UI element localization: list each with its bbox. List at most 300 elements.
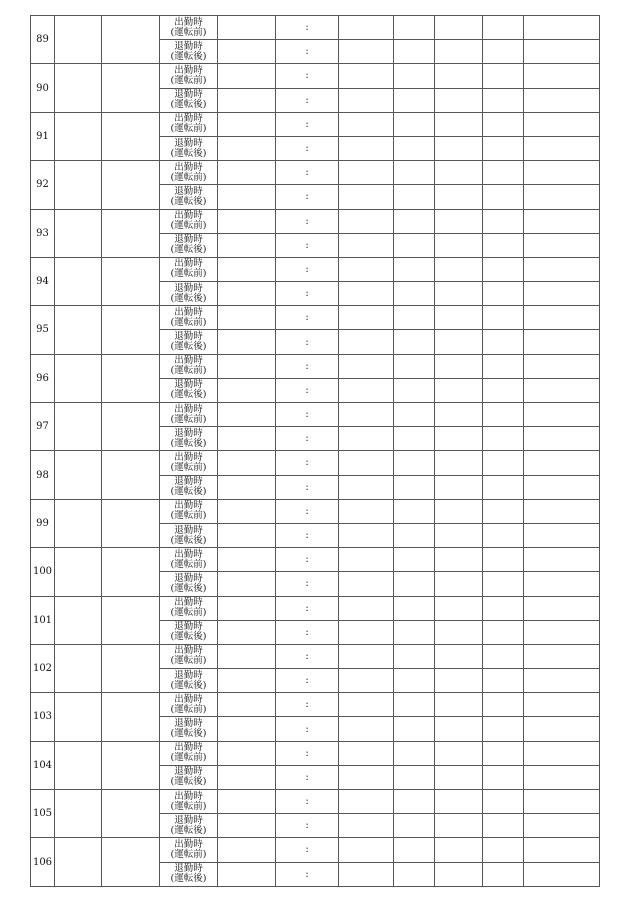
check-method-cell[interactable] <box>218 354 276 378</box>
driver-name-cell[interactable] <box>102 693 160 741</box>
confirmer-cell[interactable] <box>435 838 483 862</box>
check-method-cell[interactable] <box>218 862 276 886</box>
remarks-cell[interactable] <box>524 838 600 862</box>
alcohol-result-cell[interactable] <box>394 257 435 281</box>
detector-use-cell[interactable] <box>339 354 394 378</box>
check-time-cell[interactable]: : <box>276 838 339 862</box>
check-method-cell[interactable] <box>218 306 276 330</box>
instruction-cell[interactable] <box>483 765 524 789</box>
alcohol-result-cell[interactable] <box>394 136 435 160</box>
instruction-cell[interactable] <box>483 669 524 693</box>
alcohol-result-cell[interactable] <box>394 451 435 475</box>
instruction-cell[interactable] <box>483 620 524 644</box>
confirmer-cell[interactable] <box>435 499 483 523</box>
remarks-cell[interactable] <box>524 669 600 693</box>
check-time-cell[interactable]: : <box>276 209 339 233</box>
instruction-cell[interactable] <box>483 717 524 741</box>
alcohol-result-cell[interactable] <box>394 548 435 572</box>
check-method-cell[interactable] <box>218 185 276 209</box>
detector-use-cell[interactable] <box>339 596 394 620</box>
confirmer-cell[interactable] <box>435 16 483 40</box>
confirmer-cell[interactable] <box>435 814 483 838</box>
detector-use-cell[interactable] <box>339 378 394 402</box>
check-time-cell[interactable]: : <box>276 669 339 693</box>
remarks-cell[interactable] <box>524 257 600 281</box>
confirmer-cell[interactable] <box>435 572 483 596</box>
remarks-cell[interactable] <box>524 717 600 741</box>
detector-use-cell[interactable] <box>339 330 394 354</box>
date-cell[interactable] <box>55 548 102 596</box>
instruction-cell[interactable] <box>483 523 524 547</box>
alcohol-result-cell[interactable] <box>394 306 435 330</box>
remarks-cell[interactable] <box>524 741 600 765</box>
alcohol-result-cell[interactable] <box>394 572 435 596</box>
check-method-cell[interactable] <box>218 475 276 499</box>
check-time-cell[interactable]: : <box>276 814 339 838</box>
departure-timing-label <box>160 161 218 185</box>
check-time-cell[interactable]: : <box>276 88 339 112</box>
check-method-cell[interactable] <box>218 669 276 693</box>
alcohol-result-cell[interactable] <box>394 378 435 402</box>
remarks-cell[interactable] <box>524 282 600 306</box>
confirmer-cell[interactable] <box>435 669 483 693</box>
check-time-cell[interactable]: : <box>276 620 339 644</box>
remarks-cell[interactable] <box>524 572 600 596</box>
remarks-cell[interactable] <box>524 16 600 40</box>
alcohol-result-cell[interactable] <box>394 64 435 88</box>
detector-use-cell[interactable] <box>339 717 394 741</box>
detector-use-cell[interactable] <box>339 620 394 644</box>
driver-name-cell[interactable] <box>102 112 160 160</box>
driver-name-cell[interactable] <box>102 16 160 64</box>
detector-use-cell[interactable] <box>339 282 394 306</box>
check-method-cell[interactable] <box>218 403 276 427</box>
alcohol-result-cell[interactable] <box>394 475 435 499</box>
check-method-cell[interactable] <box>218 765 276 789</box>
check-method-cell[interactable] <box>218 548 276 572</box>
confirmer-cell[interactable] <box>435 88 483 112</box>
check-time-cell[interactable]: : <box>276 499 339 523</box>
driver-name-cell[interactable] <box>102 838 160 886</box>
date-cell[interactable] <box>55 741 102 789</box>
driver-name-cell[interactable] <box>102 257 160 305</box>
check-time-cell[interactable]: : <box>276 572 339 596</box>
instruction-cell[interactable] <box>483 693 524 717</box>
check-method-cell[interactable] <box>218 330 276 354</box>
instruction-cell[interactable] <box>483 136 524 160</box>
confirmer-cell[interactable] <box>435 185 483 209</box>
confirmer-cell[interactable] <box>435 378 483 402</box>
instruction-cell[interactable] <box>483 862 524 886</box>
confirmer-cell[interactable] <box>435 209 483 233</box>
row-number: 97 <box>31 403 55 451</box>
detector-use-cell[interactable] <box>339 185 394 209</box>
alcohol-result-cell[interactable] <box>394 523 435 547</box>
remarks-cell[interactable] <box>524 693 600 717</box>
remarks-cell[interactable] <box>524 403 600 427</box>
driver-name-cell[interactable] <box>102 354 160 402</box>
driver-name-cell[interactable] <box>102 548 160 596</box>
confirmer-cell[interactable] <box>435 693 483 717</box>
check-method-cell[interactable] <box>218 838 276 862</box>
date-cell[interactable] <box>55 161 102 209</box>
date-cell[interactable] <box>55 693 102 741</box>
alcohol-result-cell[interactable] <box>394 644 435 668</box>
check-method-cell[interactable] <box>218 233 276 257</box>
remarks-cell[interactable] <box>524 112 600 136</box>
alcohol-result-cell[interactable] <box>394 814 435 838</box>
remarks-cell[interactable] <box>524 209 600 233</box>
instruction-cell[interactable] <box>483 644 524 668</box>
departure-row <box>31 499 600 523</box>
detector-use-cell[interactable] <box>339 257 394 281</box>
alcohol-result-cell[interactable] <box>394 427 435 451</box>
check-time-cell[interactable]: : <box>276 16 339 40</box>
alcohol-result-cell[interactable] <box>394 161 435 185</box>
instruction-cell[interactable] <box>483 88 524 112</box>
check-method-cell[interactable] <box>218 451 276 475</box>
confirmer-cell[interactable] <box>435 64 483 88</box>
confirmer-cell[interactable] <box>435 403 483 427</box>
check-time-cell[interactable]: : <box>276 112 339 136</box>
check-method-cell[interactable] <box>218 282 276 306</box>
driver-name-cell[interactable] <box>102 209 160 257</box>
check-method-cell[interactable] <box>218 644 276 668</box>
driver-name-cell[interactable] <box>102 499 160 547</box>
instruction-cell[interactable] <box>483 475 524 499</box>
remarks-cell[interactable] <box>524 136 600 160</box>
check-method-cell[interactable] <box>218 64 276 88</box>
check-time-cell[interactable]: : <box>276 378 339 402</box>
check-method-cell[interactable] <box>218 499 276 523</box>
detector-use-cell[interactable] <box>339 40 394 64</box>
detector-use-cell[interactable] <box>339 88 394 112</box>
remarks-cell[interactable] <box>524 523 600 547</box>
alcohol-result-cell[interactable] <box>394 403 435 427</box>
instruction-cell[interactable] <box>483 306 524 330</box>
timing-label-line1: 出勤時 <box>174 64 203 76</box>
instruction-cell[interactable] <box>483 185 524 209</box>
date-cell[interactable] <box>55 644 102 692</box>
alcohol-result-cell[interactable] <box>394 354 435 378</box>
driver-name-cell[interactable] <box>102 403 160 451</box>
alcohol-result-cell[interactable] <box>394 620 435 644</box>
remarks-cell[interactable] <box>524 330 600 354</box>
detector-use-cell[interactable] <box>339 161 394 185</box>
check-method-cell[interactable] <box>218 136 276 160</box>
alcohol-result-cell[interactable] <box>394 765 435 789</box>
detector-use-cell[interactable] <box>339 669 394 693</box>
timing-label-line2: (運転前) <box>170 800 207 812</box>
alcohol-result-cell[interactable] <box>394 112 435 136</box>
remarks-cell[interactable] <box>524 475 600 499</box>
check-method-cell[interactable] <box>218 112 276 136</box>
date-cell[interactable] <box>55 596 102 644</box>
confirmer-cell[interactable] <box>435 306 483 330</box>
detector-use-cell[interactable] <box>339 16 394 40</box>
confirmer-cell[interactable] <box>435 548 483 572</box>
check-method-cell[interactable] <box>218 88 276 112</box>
remarks-cell[interactable] <box>524 64 600 88</box>
check-time-cell[interactable]: : <box>276 427 339 451</box>
check-time-cell[interactable]: : <box>276 693 339 717</box>
instruction-cell[interactable] <box>483 112 524 136</box>
date-cell[interactable] <box>55 257 102 305</box>
alcohol-result-cell[interactable] <box>394 693 435 717</box>
check-method-cell[interactable] <box>218 717 276 741</box>
remarks-cell[interactable] <box>524 354 600 378</box>
detector-use-cell[interactable] <box>339 112 394 136</box>
date-cell[interactable] <box>55 499 102 547</box>
detector-use-cell[interactable] <box>339 499 394 523</box>
check-time-cell[interactable]: : <box>276 475 339 499</box>
date-cell[interactable] <box>55 64 102 112</box>
driver-name-cell[interactable] <box>102 306 160 354</box>
check-time-cell[interactable]: : <box>276 403 339 427</box>
confirmer-cell[interactable] <box>435 233 483 257</box>
remarks-cell[interactable] <box>524 620 600 644</box>
alcohol-result-cell[interactable] <box>394 88 435 112</box>
remarks-cell[interactable] <box>524 451 600 475</box>
instruction-cell[interactable] <box>483 427 524 451</box>
instruction-cell[interactable] <box>483 548 524 572</box>
remarks-cell[interactable] <box>524 88 600 112</box>
instruction-cell[interactable] <box>483 233 524 257</box>
check-time-cell[interactable]: : <box>276 354 339 378</box>
driver-name-cell[interactable] <box>102 741 160 789</box>
confirmer-cell[interactable] <box>435 161 483 185</box>
alcohol-result-cell[interactable] <box>394 499 435 523</box>
instruction-cell[interactable] <box>483 330 524 354</box>
check-time-cell[interactable]: : <box>276 741 339 765</box>
check-time-cell[interactable]: : <box>276 257 339 281</box>
check-method-cell[interactable] <box>218 620 276 644</box>
confirmer-cell[interactable] <box>435 427 483 451</box>
check-method-cell[interactable] <box>218 572 276 596</box>
check-method-cell[interactable] <box>218 596 276 620</box>
check-method-cell[interactable] <box>218 257 276 281</box>
driver-name-cell[interactable] <box>102 596 160 644</box>
alcohol-result-cell[interactable] <box>394 596 435 620</box>
detector-use-cell[interactable] <box>339 548 394 572</box>
confirmer-cell[interactable] <box>435 451 483 475</box>
confirmer-cell[interactable] <box>435 40 483 64</box>
check-time-cell[interactable]: : <box>276 40 339 64</box>
confirmer-cell[interactable] <box>435 596 483 620</box>
check-time-cell[interactable]: : <box>276 161 339 185</box>
confirmer-cell[interactable] <box>435 523 483 547</box>
confirmer-cell[interactable] <box>435 644 483 668</box>
check-method-cell[interactable] <box>218 741 276 765</box>
confirmer-cell[interactable] <box>435 136 483 160</box>
alcohol-result-cell[interactable] <box>394 185 435 209</box>
remarks-cell[interactable] <box>524 548 600 572</box>
detector-use-cell[interactable] <box>339 64 394 88</box>
alcohol-result-cell[interactable] <box>394 790 435 814</box>
detector-use-cell[interactable] <box>339 693 394 717</box>
remarks-cell[interactable] <box>524 427 600 451</box>
detector-use-cell[interactable] <box>339 838 394 862</box>
confirmer-cell[interactable] <box>435 862 483 886</box>
instruction-cell[interactable] <box>483 741 524 765</box>
timing-label-line2: (運転前) <box>170 413 207 425</box>
check-method-cell[interactable] <box>218 790 276 814</box>
detector-use-cell[interactable] <box>339 572 394 596</box>
detector-use-cell[interactable] <box>339 790 394 814</box>
check-method-cell[interactable] <box>218 40 276 64</box>
date-cell[interactable] <box>55 354 102 402</box>
instruction-cell[interactable] <box>483 282 524 306</box>
instruction-cell[interactable] <box>483 40 524 64</box>
alcohol-result-cell[interactable] <box>394 838 435 862</box>
check-method-cell[interactable] <box>218 523 276 547</box>
departure-timing-label <box>160 741 218 765</box>
check-time-cell[interactable]: : <box>276 790 339 814</box>
timing-label-line1: 退勤時 <box>174 379 203 391</box>
remarks-cell[interactable] <box>524 644 600 668</box>
alcohol-result-cell[interactable] <box>394 233 435 257</box>
detector-use-cell[interactable] <box>339 427 394 451</box>
detector-use-cell[interactable] <box>339 765 394 789</box>
remarks-cell[interactable] <box>524 306 600 330</box>
date-cell[interactable] <box>55 209 102 257</box>
check-method-cell[interactable] <box>218 378 276 402</box>
detector-use-cell[interactable] <box>339 233 394 257</box>
check-time-cell[interactable]: : <box>276 862 339 886</box>
check-method-cell[interactable] <box>218 693 276 717</box>
check-time-cell[interactable]: : <box>276 548 339 572</box>
date-cell[interactable] <box>55 838 102 886</box>
timing-label-line1: 退勤時 <box>174 185 203 197</box>
confirmer-cell[interactable] <box>435 282 483 306</box>
driver-name-cell[interactable] <box>102 161 160 209</box>
check-time-cell[interactable]: : <box>276 451 339 475</box>
remarks-cell[interactable] <box>524 790 600 814</box>
instruction-cell[interactable] <box>483 499 524 523</box>
instruction-cell[interactable] <box>483 838 524 862</box>
confirmer-cell[interactable] <box>435 717 483 741</box>
remarks-cell[interactable] <box>524 814 600 838</box>
alcohol-result-cell[interactable] <box>394 282 435 306</box>
driver-name-cell[interactable] <box>102 451 160 499</box>
confirmer-cell[interactable] <box>435 790 483 814</box>
check-method-cell[interactable] <box>218 427 276 451</box>
instruction-cell[interactable] <box>483 209 524 233</box>
check-time-cell[interactable]: : <box>276 765 339 789</box>
instruction-cell[interactable] <box>483 257 524 281</box>
detector-use-cell[interactable] <box>339 814 394 838</box>
alcohol-result-cell[interactable] <box>394 741 435 765</box>
detector-use-cell[interactable] <box>339 403 394 427</box>
date-cell[interactable] <box>55 112 102 160</box>
alcohol-result-cell[interactable] <box>394 16 435 40</box>
check-method-cell[interactable] <box>218 209 276 233</box>
remarks-cell[interactable] <box>524 161 600 185</box>
remarks-cell[interactable] <box>524 596 600 620</box>
remarks-cell[interactable] <box>524 765 600 789</box>
instruction-cell[interactable] <box>483 64 524 88</box>
instruction-cell[interactable] <box>483 451 524 475</box>
remarks-cell[interactable] <box>524 185 600 209</box>
confirmer-cell[interactable] <box>435 354 483 378</box>
check-time-cell[interactable]: : <box>276 330 339 354</box>
detector-use-cell[interactable] <box>339 306 394 330</box>
confirmer-cell[interactable] <box>435 257 483 281</box>
alcohol-result-cell[interactable] <box>394 330 435 354</box>
detector-use-cell[interactable] <box>339 523 394 547</box>
confirmer-cell[interactable] <box>435 620 483 644</box>
instruction-cell[interactable] <box>483 354 524 378</box>
driver-name-cell[interactable] <box>102 790 160 838</box>
detector-use-cell[interactable] <box>339 136 394 160</box>
check-method-cell[interactable] <box>218 16 276 40</box>
instruction-cell[interactable] <box>483 161 524 185</box>
instruction-cell[interactable] <box>483 814 524 838</box>
check-time-cell[interactable]: : <box>276 282 339 306</box>
detector-use-cell[interactable] <box>339 451 394 475</box>
remarks-cell[interactable] <box>524 378 600 402</box>
alcohol-result-cell[interactable] <box>394 209 435 233</box>
date-cell[interactable] <box>55 790 102 838</box>
check-time-cell[interactable]: : <box>276 136 339 160</box>
check-time-cell[interactable]: : <box>276 64 339 88</box>
confirmer-cell[interactable] <box>435 475 483 499</box>
check-time-cell[interactable]: : <box>276 306 339 330</box>
confirmer-cell[interactable] <box>435 765 483 789</box>
check-time-cell[interactable]: : <box>276 523 339 547</box>
confirmer-cell[interactable] <box>435 112 483 136</box>
instruction-cell[interactable] <box>483 378 524 402</box>
instruction-cell[interactable] <box>483 403 524 427</box>
return-timing-label <box>160 427 218 451</box>
detector-use-cell[interactable] <box>339 862 394 886</box>
remarks-cell[interactable] <box>524 499 600 523</box>
driver-name-cell[interactable] <box>102 644 160 692</box>
instruction-cell[interactable] <box>483 596 524 620</box>
date-cell[interactable] <box>55 451 102 499</box>
instruction-cell[interactable] <box>483 572 524 596</box>
return-timing-label <box>160 330 218 354</box>
date-cell[interactable] <box>55 403 102 451</box>
check-method-cell[interactable] <box>218 814 276 838</box>
detector-use-cell[interactable] <box>339 475 394 499</box>
detector-use-cell[interactable] <box>339 644 394 668</box>
check-time-cell[interactable]: : <box>276 233 339 257</box>
alcohol-result-cell[interactable] <box>394 862 435 886</box>
confirmer-cell[interactable] <box>435 741 483 765</box>
confirmer-cell[interactable] <box>435 330 483 354</box>
alcohol-result-cell[interactable] <box>394 40 435 64</box>
check-time-cell[interactable]: : <box>276 717 339 741</box>
check-time-cell[interactable]: : <box>276 596 339 620</box>
remarks-cell[interactable] <box>524 862 600 886</box>
date-cell[interactable] <box>55 306 102 354</box>
check-method-cell[interactable] <box>218 161 276 185</box>
driver-name-cell[interactable] <box>102 64 160 112</box>
remarks-cell[interactable] <box>524 40 600 64</box>
instruction-cell[interactable] <box>483 16 524 40</box>
check-time-cell[interactable]: : <box>276 185 339 209</box>
alcohol-result-cell[interactable] <box>394 717 435 741</box>
check-time-cell[interactable]: : <box>276 644 339 668</box>
alcohol-result-cell[interactable] <box>394 669 435 693</box>
remarks-cell[interactable] <box>524 233 600 257</box>
instruction-cell[interactable] <box>483 790 524 814</box>
date-cell[interactable] <box>55 16 102 64</box>
detector-use-cell[interactable] <box>339 741 394 765</box>
detector-use-cell[interactable] <box>339 209 394 233</box>
timing-label-line2: (運転前) <box>170 558 207 570</box>
